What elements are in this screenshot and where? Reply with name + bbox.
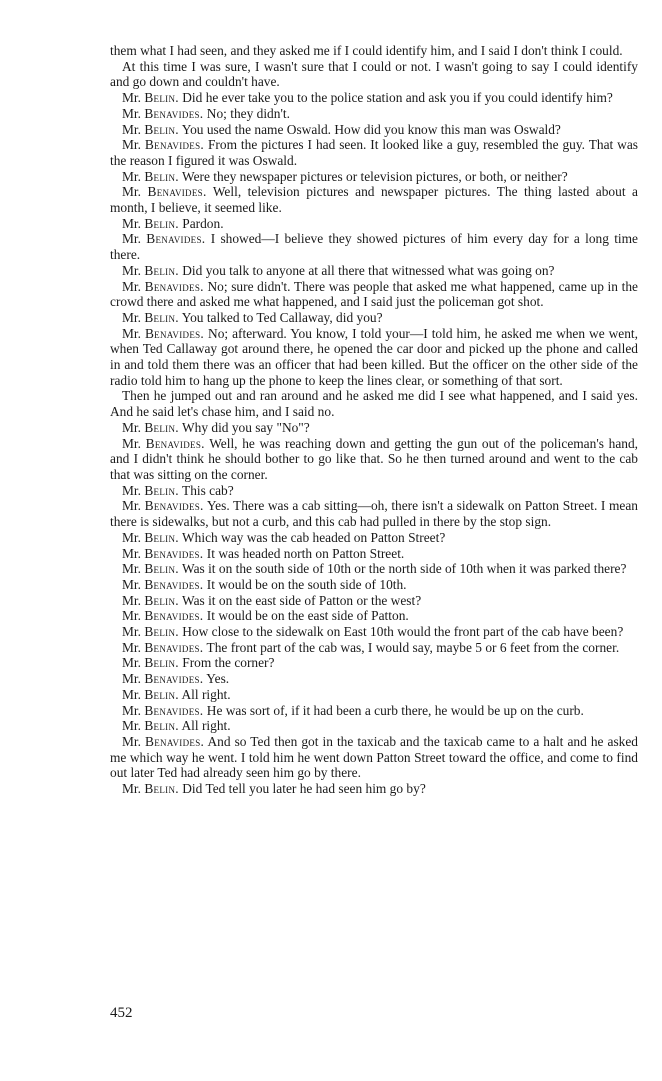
speaker-name: Benavides. [144,702,204,718]
speaker-name: Belin. [144,482,179,498]
transcript-paragraph [110,59,638,90]
transcript-paragraph [110,106,638,122]
transcript-paragraph [110,169,638,185]
speaker-title: Mr. [122,105,145,121]
speaker-name: Benavides. [145,435,205,451]
speaker-title: Mr. [122,545,145,561]
paragraph-text: Was it on the east side of Patton or the west? [178,592,422,608]
transcript-paragraph [110,577,638,593]
transcript-paragraph [110,279,638,310]
speaker-name: Belin. [144,686,179,702]
speaker-name: Belin. [144,718,179,734]
speaker-title: Mr. [122,435,146,451]
transcript-paragraph [110,671,638,687]
paragraph-text: Why did you say "No"? [178,419,310,435]
paragraph-text: I showed—I believe they showed pictures of him every day for a long time there. [110,231,638,263]
transcript-paragraph [110,184,638,215]
transcript-paragraph [110,593,638,609]
transcript-paragraph [110,326,638,389]
paragraph-text: Was it on the south side of 10th or the north side of 10th when it was parked there? [178,561,627,577]
speaker-title: Mr. [122,686,145,702]
paragraph-text: All right. [178,686,231,702]
speaker-name: Belin. [144,309,179,325]
transcript-paragraph [110,530,638,546]
transcript-paragraph [110,687,638,703]
speaker-name: Benavides. [144,608,204,624]
speaker-name: Belin. [144,624,179,640]
paragraph-text: How close to the sidewalk on East 10th would the front part of the cab have been? [178,624,624,640]
paragraph-text: At this time I was sure, I wasn't sure that I could or not. I wasn't going to say I could identify and go down and couldn't have. [110,58,638,90]
speaker-name: Belin. [144,561,179,577]
paragraph-text: No; sure didn't. There was people that asked me what happened, came up in the crowd there and asked me what happened, and I said just the policeman got shot. [110,278,639,310]
speaker-title: Mr. [122,137,145,153]
transcript-paragraph [110,624,638,640]
transcript-paragraph [110,703,638,719]
paragraph-text: them what I had seen, and they asked me if I could identify him, and I said I don't think I could. [110,43,623,58]
paragraph-text: You talked to Ted Callaway, did you? [178,309,383,325]
speaker-name: Belin. [144,215,179,231]
paragraph-text: It was headed north on Patton Street. [203,545,405,561]
speaker-name: Benavides. [144,671,204,687]
transcript-paragraph [110,310,638,326]
speaker-title: Mr. [122,325,145,341]
speaker-title: Mr. [122,733,146,749]
paragraph-text: Which way was the cab headed on Patton Street? [178,529,446,545]
paragraph-text: Did Ted tell you later he had seen him go by? [178,781,426,797]
speaker-title: Mr. [122,309,145,325]
transcript-paragraph [110,781,638,797]
paragraph-text: And so Ted then got in the taxicab and the taxicab came to a halt and he asked me which way he went. I told him he went down Patton Street toward the office, and come to find out later Ted had already seen him go by there. [110,733,638,781]
transcript-paragraph [110,436,638,483]
paragraph-text: The front part of the cab was, I would say, maybe 5 or 6 feet from the corner. [203,639,620,655]
speaker-title: Mr. [122,561,145,577]
speaker-title: Mr. [122,482,145,498]
paragraph-text: No; afterward. You know, I told your—I told him, he asked me when we went, when Ted Callaway got around there, he opened the car door and picked up the phone and called in and told them there was an officer that had been killed. But the officer on the other side of the radio told him to hang up the phone to keep the lines clear, or something of that sort. [110,325,638,388]
transcript-paragraph [110,90,638,106]
transcript-paragraph [110,216,638,232]
speaker-name: Benavides. [144,545,204,561]
transcript-paragraph [110,231,638,262]
speaker-name: Belin. [144,90,179,106]
transcript-paragraph [110,718,638,734]
paragraph-text: All right. [178,718,231,734]
speaker-name: Belin. [144,781,179,797]
paragraph-text: You used the name Oswald. How did you know this man was Oswald? [178,121,561,137]
paragraph-text: No; they didn't. [203,105,290,121]
paragraph-text: From the corner? [178,655,275,671]
speaker-name: Belin. [144,419,179,435]
transcript-paragraph [110,483,638,499]
speaker-title: Mr. [122,262,145,278]
transcript-paragraph [110,498,638,529]
paragraph-text: It would be on the south side of 10th. [203,576,407,592]
speaker-title: Mr. [122,718,145,734]
speaker-name: Benavides. [144,278,204,294]
transcript-paragraph [110,388,638,419]
speaker-title: Mr. [122,608,145,624]
speaker-title: Mr. [122,168,145,184]
speaker-name: Benavides. [146,231,206,247]
speaker-name: Benavides. [144,137,205,153]
paragraph-text: Well, television pictures and newspaper pictures. The thing lasted about a month, I believe, it seemed like. [110,184,638,216]
transcript-paragraph [110,655,638,671]
speaker-name: Benavides. [145,733,205,749]
speaker-title: Mr. [122,529,145,545]
paragraph-text: Well, he was reaching down and getting the gun out of the policeman's hand, and I didn't think he should bother to go like that. So he then turned around and went to the cab that was sitting on the corner. [110,435,638,482]
speaker-title: Mr. [122,278,145,294]
speaker-title: Mr. [122,671,145,687]
speaker-title: Mr. [122,639,145,655]
paragraph-text: Were they newspaper pictures or television pictures, or both, or neither? [178,168,568,184]
page-number: 452 [110,1005,133,1021]
speaker-title: Mr. [122,498,145,514]
speaker-title: Mr. [122,702,145,718]
speaker-title: Mr. [122,121,145,137]
transcript-paragraph [110,546,638,562]
transcript-paragraph [110,122,638,138]
transcript-paragraph [110,43,638,59]
speaker-name: Benavides. [144,639,204,655]
transcript-paragraph [110,137,638,168]
speaker-title: Mr. [122,624,145,640]
paragraph-text: It would be on the east side of Patton. [203,608,409,624]
paragraph-text: Then he jumped out and ran around and he asked me did I see what happened, and I said yes. And he said let's chase him, and I said no. [110,388,638,420]
speaker-title: Mr. [122,576,145,592]
speaker-name: Belin. [144,121,179,137]
transcript-body [110,43,638,797]
speaker-name: Belin. [144,262,179,278]
paragraph-text: Did you talk to anyone at all there that witnessed what was going on? [178,262,555,278]
speaker-title: Mr. [122,215,145,231]
speaker-title: Mr. [122,90,145,106]
transcript-paragraph [110,263,638,279]
transcript-paragraph [110,420,638,436]
paragraph-text: Pardon. [178,215,224,231]
speaker-name: Belin. [144,655,179,671]
transcript-paragraph [110,734,638,781]
speaker-name: Benavides. [147,184,207,200]
speaker-name: Benavides. [144,105,204,121]
speaker-title: Mr. [122,655,145,671]
speaker-title: Mr. [122,592,145,608]
speaker-title: Mr. [122,231,147,247]
speaker-name: Belin. [144,592,179,608]
transcript-paragraph [110,640,638,656]
paragraph-text: Yes. There was a cab sitting—oh, there isn't a sidewalk on Patton Street. I mean there is sidewalks, but not a curb, and this cab had pulled in there by the stop sign. [110,498,638,530]
paragraph-text: From the pictures I had seen. It looked like a guy, resembled the guy. That was the reason I figured it was Oswald. [110,137,639,168]
speaker-name: Benavides. [144,498,204,514]
transcript-paragraph [110,608,638,624]
speaker-name: Benavides. [144,325,205,341]
speaker-name: Belin. [144,168,179,184]
paragraph-text: Yes. [203,671,230,687]
speaker-title: Mr. [122,184,148,200]
transcript-paragraph [110,561,638,577]
speaker-name: Benavides. [144,576,204,592]
paragraph-text: Did he ever take you to the police station and ask you if you could identify him? [178,90,613,106]
speaker-name: Belin. [144,529,179,545]
speaker-title: Mr. [122,781,145,797]
speaker-title: Mr. [122,419,145,435]
paragraph-text: This cab? [178,482,234,498]
paragraph-text: He was sort of, if it had been a curb there, he would be up on the curb. [203,702,584,718]
